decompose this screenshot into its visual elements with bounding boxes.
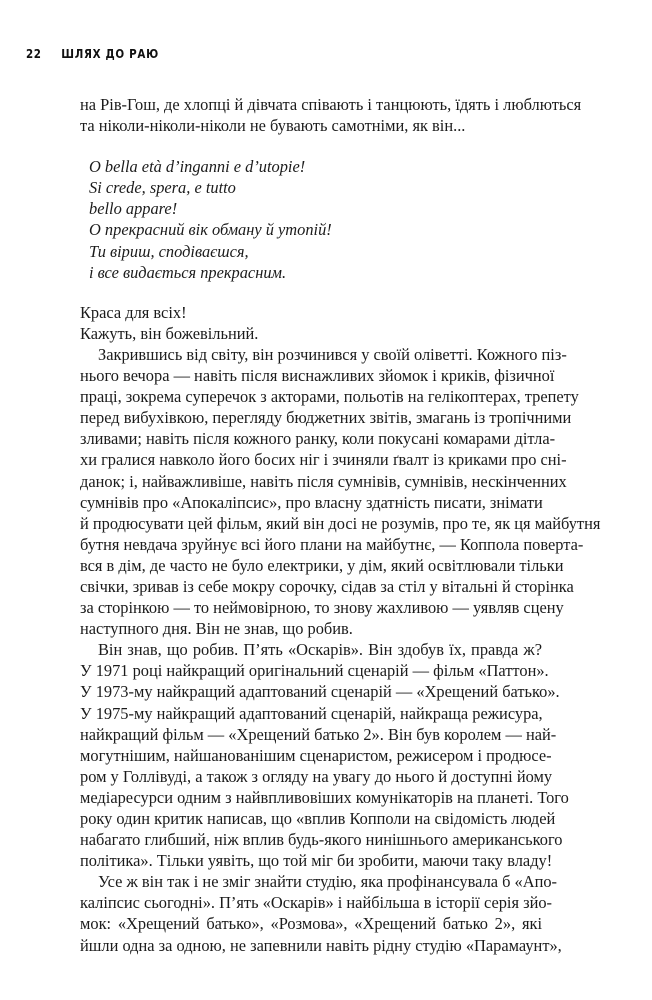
text-line: Краса для всіх! <box>80 302 187 322</box>
text-line: політика». Тільки уявіть, що той міг би зробити, маючи таку владу! <box>80 851 553 871</box>
text-line: Усе ж він так і не зміг знайти студію, яка профінансувала б «Апо- <box>98 872 558 892</box>
text-line: на Рів-Гош, де хлопці й дівчата співають і танцюють, їдять і люблються <box>80 95 582 114</box>
text-line: У 1975-му найкращий адаптований сценарій, найкраща режисура, <box>80 703 543 723</box>
poem-line: Si crede, spera, e tutto <box>89 178 236 198</box>
page-number: 22 <box>26 47 42 61</box>
poem-line: і все видається прекрасним. <box>89 262 287 282</box>
paragraph <box>80 344 601 639</box>
text-line: Закрившись від світу, він розчинився у своїй оліветті. Кожного піз- <box>98 344 567 364</box>
poem-line: O bella età d’inganni e d’utopie! <box>89 157 306 177</box>
text-line: медіаресурси одним з найвпливовіших комунікаторів на планеті. Того <box>80 787 569 807</box>
text-line: зливами; навіть після кожного ранку, коли покусані комарами дітла- <box>80 429 556 449</box>
text-line: року один критик написав, що «вплив Копполи на свідомість людей <box>80 809 556 828</box>
text-line: У 1973-му найкращий адаптований сценарій — «Хрещений батько». <box>80 682 560 702</box>
text-line: данок; і, найважливіше, навіть після сумнівів, сумнівів, нескінченних <box>80 471 567 491</box>
text-line: сумнівів про «Апокаліпсис», про власну здатність писати, знімати <box>80 492 543 512</box>
poem-line: Ти віриш, сподіваєшся, <box>89 241 249 261</box>
text-line: Кажуть, він божевільний. <box>80 323 259 343</box>
text-line: наступного дня. Він не знав, що робив. <box>80 619 353 639</box>
running-head <box>26 47 159 61</box>
poem-line: О прекрасний вік обману й утопій! <box>89 220 332 240</box>
text-line: нього вечора — навіть після виснажливих зйомок і криків, фізичної <box>80 366 555 386</box>
text-line: бутня невдача зруйнує всі його плани на майбутнє, — Коппола поверта- <box>80 534 584 554</box>
text-line: набагато глибший, ніж вплив будь-якого нинішнього американського <box>80 830 563 850</box>
text-line: мок: «Хрещений батько», «Розмова», «Хрещений батько 2», які <box>80 914 542 934</box>
text-line: праці, зокрема суперечок з акторами, польотів на гелікоптерах, трепету <box>80 387 579 407</box>
text-line: ром у Голлівуді, а також з огляду на увагу до нього й доступні йому <box>80 766 553 786</box>
book-title: ШЛЯХ ДО РАЮ <box>61 47 159 61</box>
text-line: могутнішим, найшанованішим сценаристом, режисером і продюсе- <box>80 745 552 765</box>
text-line: перед вибухівкою, перегляду бюджетних звітів, змагань із тропічними <box>80 408 572 428</box>
stanza-break <box>80 136 542 156</box>
text-line: й продюсувати цей фільм, який він досі не розумів, про те, як ця майбутня <box>80 513 601 533</box>
text-line: та ніколи-ніколи-ніколи не бувають самотніми, як він... <box>80 116 466 136</box>
paragraph <box>80 871 562 955</box>
text-line: вся в дім, де часто не було електрики, у дім, який освітлювали тільки <box>80 555 564 575</box>
text-line: каліпсис сьогодні». П’ять «Оскарів» і найбільша в історії серія зйо- <box>80 893 552 913</box>
body-text <box>80 94 601 956</box>
text-line: У 1971 році найкращий оригінальний сценарій — фільм «Паттон». <box>80 661 549 681</box>
stanza-break <box>80 283 542 302</box>
text-line: йшли одна за одною, не запевнили навіть рідну студію «Парамаунт», <box>80 935 562 955</box>
text-line: свічки, зривав із себе мокру сорочку, сідав за стіл у вітальні й сторінка <box>80 576 574 596</box>
text-line: найкращий фільм — «Хрещений батько 2». Він був королем — най- <box>80 724 557 744</box>
text-line: за сторінкою — то неймовірною, то знову жахливою — уявляв сцену <box>80 598 564 618</box>
text-line: хи гралися навколо його босих ніг і зчиняли ґвалт із криками про сні- <box>80 450 567 470</box>
poem-line: bello appare! <box>89 199 178 219</box>
text-line: Він знав, що робив. П’ять «Оскарів». Він здобув їх, правда ж? <box>98 640 542 660</box>
poem-quote <box>80 156 542 283</box>
paragraph <box>80 639 569 871</box>
